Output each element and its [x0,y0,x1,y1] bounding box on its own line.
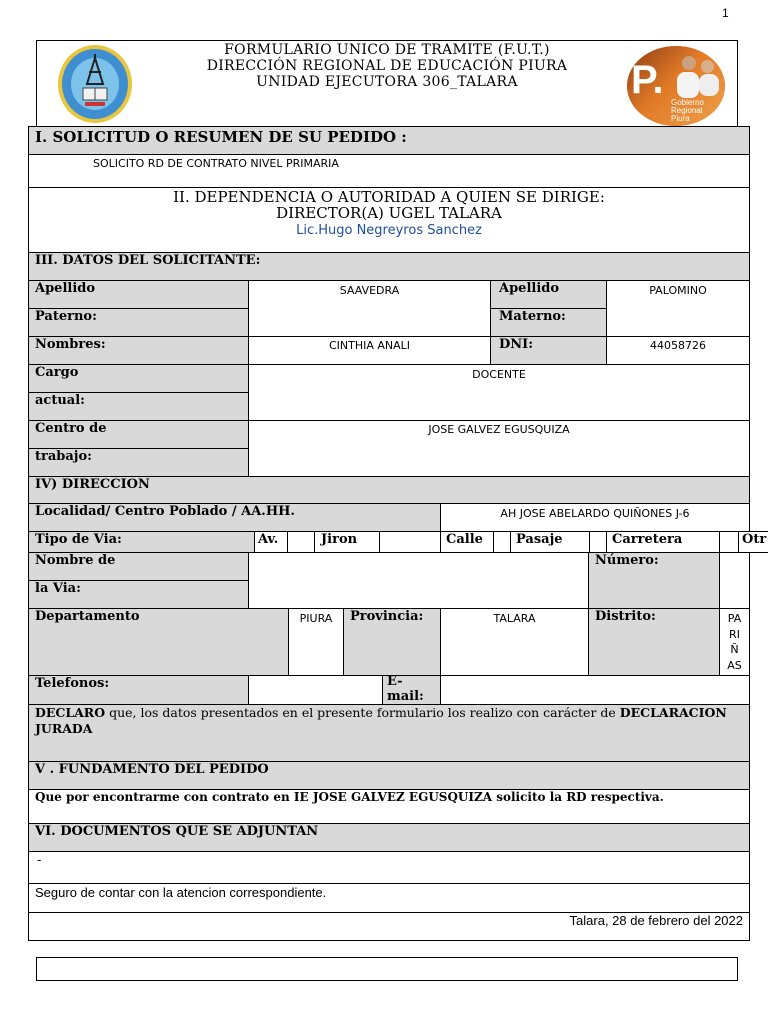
cargo-label: Cargo [35,365,79,380]
form-header [36,40,738,128]
paterno-value-cell[interactable] [248,280,491,337]
via-option-otro-label: Otr [742,532,767,547]
telefonos-label-cell [28,675,249,705]
materno-label: Materno: [499,309,566,324]
centro-label-cell-1 [28,420,249,449]
section4-header [28,476,750,504]
distrito-value-2: RI [729,628,740,641]
numero-label-cell [588,552,720,609]
via-option-carretera[interactable] [606,531,720,553]
email-value-cell[interactable] [440,675,750,705]
distrito-value-3: Ñ [730,643,739,656]
provincia-value: TALARA [493,612,536,625]
authority-name: DIRECTOR(A) UGEL TALARA [276,204,502,222]
declaration-bold-2: DECLARACION JURADA [35,705,727,736]
closing-cell [28,883,750,913]
departamento-label-cell [28,608,289,676]
distrito-label-cell [588,608,720,676]
section1-header [28,126,750,155]
section3-header [28,252,750,281]
logo-text-3: Piura [671,114,690,123]
distrito-value-cell[interactable] [719,608,750,676]
request-summary-value: SOLICITO RD DE CONTRATO NIVEL PRIMARIA [93,157,339,170]
section2-block [28,187,750,253]
section5-value-cell[interactable] [28,789,750,824]
section3-title: III. DATOS DEL SOLICITANTE: [35,253,261,268]
provincia-label-cell [343,608,441,676]
distrito-value-1: PA [727,612,742,625]
distrito-label: Distrito: [595,609,656,624]
localidad-value-cell[interactable] [440,503,750,532]
cargo-value-cell[interactable] [248,364,750,421]
materno-label-cell-2 [490,308,607,337]
centro-label-cell-2 [28,448,249,477]
declaration-body: que, los datos presentados en el presente formulario los realizo con carácter de [105,705,620,720]
section5-header [28,761,750,790]
section5-title: V . FUNDAMENTO DEL PEDIDO [35,762,269,777]
via-checkbox-pasaje[interactable] [589,531,607,553]
via-option-calle-label: Calle [446,532,483,547]
via-option-av[interactable] [254,531,288,553]
gobierno-regional-piura-logo [627,46,725,126]
email-label-1: E- [387,674,403,689]
logo-text-2: Regional [671,106,703,115]
via-option-pasaje[interactable] [510,531,590,553]
dni-value: 44058726 [650,339,706,352]
centro-value-cell[interactable] [248,420,750,477]
signature-box[interactable] [36,957,738,981]
cargo-label-cell-2 [28,392,249,421]
section4-title: IV) DIRECCION [35,477,150,492]
via-option-otro[interactable] [738,531,768,553]
section1-value-cell[interactable] [28,154,750,188]
departamento-label: Departamento [35,609,140,624]
distrito-value-4: AS [727,659,742,672]
via-option-jiron-label: Jiron [321,532,358,547]
telefonos-value-cell[interactable] [248,675,383,705]
localidad-value: AH JOSE ABELARDO QUIÑONES J-6 [500,507,690,520]
section6-value-cell[interactable] [28,851,750,884]
via-checkbox-jiron[interactable] [379,531,441,553]
via-option-jiron[interactable] [314,531,380,553]
declaration-text [35,705,741,737]
materno-value-cell[interactable] [606,280,750,337]
paterno-value: SAAVEDRA [339,284,400,297]
tipo-via-label: Tipo de Via: [35,532,122,547]
provincia-value-cell[interactable] [440,608,589,676]
dni-label: DNI: [499,337,534,352]
logo-text-1: Gobierno [671,98,704,107]
via-checkbox-carretera[interactable] [719,531,739,553]
header-title-line3: UNIDAD EJECUTORA 306_TALARA [256,74,518,90]
departamento-value: PIURA [299,612,333,625]
actual-label: actual: [35,393,85,408]
centro-label: Centro de [35,421,107,436]
nombres-value-cell[interactable] [248,336,491,365]
header-title-line1: FORMULARIO UNICO DE TRAMITE (F.U.T.) [224,42,550,58]
documentos-value: - [37,852,42,867]
localidad-label: Localidad/ Centro Poblado / AA.HH. [35,504,295,519]
nombres-label: Nombres: [35,337,106,352]
via-checkbox-av[interactable] [287,531,315,553]
date-cell [28,912,750,941]
trabajo-label: trabajo: [35,449,92,464]
apellido-label-cell [28,280,249,309]
paterno-label-cell [28,308,249,337]
section6-header [28,823,750,852]
nombre-via-value-cell[interactable] [248,552,589,609]
numero-value-cell[interactable] [719,552,750,609]
localidad-label-cell [28,503,441,532]
email-label-2: mail: [387,689,424,704]
dni-value-cell[interactable] [606,336,750,365]
tipo-via-label-cell [28,531,255,553]
cargo-label-cell-1 [28,364,249,393]
authority-person: Lic.Hugo Negreyros Sanchez [296,223,482,238]
page-number: 1 [722,6,729,20]
via-option-pasaje-label: Pasaje [516,532,563,547]
nombre-via-label-cell-1 [28,552,249,581]
paterno-label: Paterno: [35,309,97,324]
nombres-value: CINTHIA ANALI [328,339,411,352]
cargo-value: DOCENTE [472,368,526,381]
declaration-bold-1: DECLARO [35,705,106,720]
logo-p-letter: P. [631,58,664,102]
drep-seal-logo [57,44,133,124]
via-option-av-label: Av. [258,532,279,547]
nombre-via-label: Nombre de [35,553,116,568]
nombres-label-cell [28,336,249,365]
section1-title: I. SOLICITUD O RESUMEN DE SU PEDIDO : [35,128,407,146]
via-checkbox-calle[interactable] [493,531,511,553]
dni-label-cell [490,336,607,365]
date-line: Talara, 28 de febrero del 2022 [569,913,743,928]
materno-apellido-label: Apellido [499,281,560,296]
via-option-carretera-label: Carretera [612,532,683,547]
la-via-label: la Via: [35,581,81,596]
email-label-cell [382,675,441,705]
numero-label: Número: [595,553,659,568]
materno-label-cell-1 [490,280,607,309]
departamento-value-cell[interactable] [288,608,344,676]
header-title-line2: DIRECCIÓN REGIONAL DE EDUCACIÓN PIURA [206,58,568,74]
section6-title: VI. DOCUMENTOS QUE SE ADJUNTAN [35,824,319,839]
centro-value: JOSE GALVEZ EGUSQUIZA [428,423,570,436]
fundamento-value: Que por encontrarme con contrato en IE JOSE GALVEZ EGUSQUIZA solicito la RD respectiva. [35,790,664,804]
declaration-block [28,704,750,762]
apellido-label: Apellido [35,281,96,296]
via-option-calle[interactable] [440,531,494,553]
provincia-label: Provincia: [350,609,424,624]
telefonos-label: Telefonos: [35,676,110,691]
nombre-via-label-cell-2 [28,580,249,609]
section2-title: II. DEPENDENCIA O AUTORIDAD A QUIEN SE DIRIGE: [173,188,605,206]
materno-value: PALOMINO [649,284,707,297]
closing-text: Seguro de contar con la atencion correspondiente. [35,885,327,900]
